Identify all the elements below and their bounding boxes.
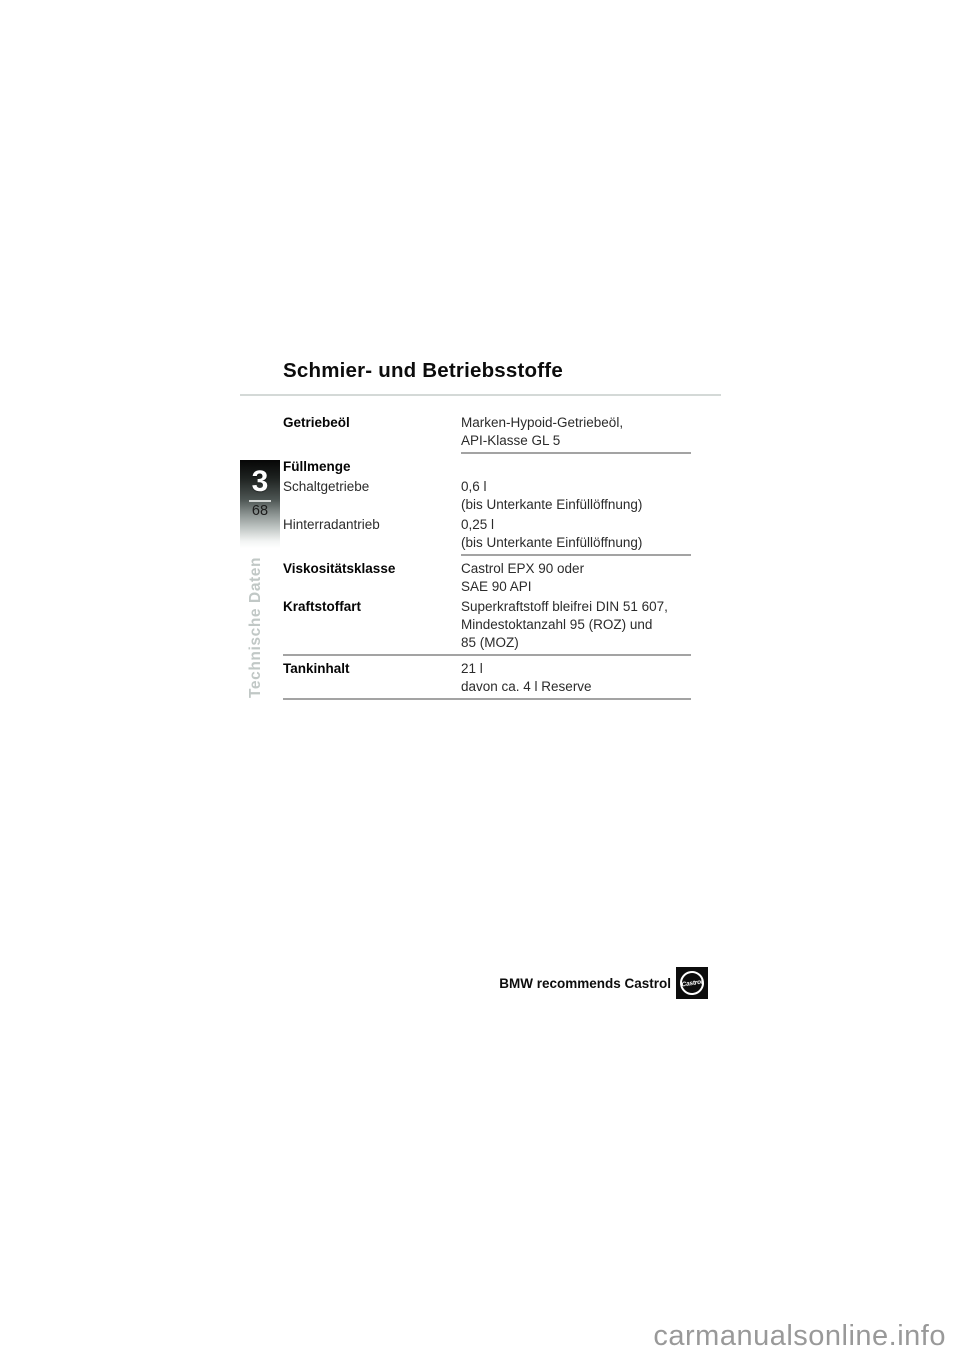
spec-value-line: Marken-Hypoid-Getriebeöl, [461, 415, 624, 430]
spec-value-line: (bis Unterkante Einfüllöffnung) [461, 497, 643, 512]
chapter-tab [240, 460, 280, 548]
spec-label: Schaltgetriebe [283, 479, 370, 494]
sidebar-section-label: Technische Daten [247, 556, 264, 698]
spec-value-line: 0,6 l [461, 479, 487, 494]
spec-label: Füllmenge [283, 459, 351, 474]
table-row [283, 598, 691, 652]
spec-value-line: SAE 90 API [461, 579, 532, 594]
chapter-tab-divider [249, 500, 271, 502]
watermark-text: carmanualsonline.info [653, 1320, 946, 1352]
table-row [283, 414, 691, 450]
spec-value-line: 21 l [461, 661, 483, 676]
spec-value-line: 0,25 l [461, 517, 495, 532]
castrol-logo-ring [678, 969, 705, 996]
page-title: Schmier- und Betriebsstoffe [283, 359, 563, 382]
spec-table [283, 414, 691, 704]
spec-value [461, 478, 642, 514]
table-separator [461, 452, 691, 454]
table-row [283, 560, 691, 596]
spec-value-line: 85 (MOZ) [461, 635, 519, 650]
spec-value [461, 560, 584, 596]
table-row [283, 660, 691, 696]
page-number: 68 [251, 503, 269, 519]
castrol-footer [430, 967, 708, 999]
table-separator [283, 654, 691, 656]
spec-value-line: (bis Unterkante Einfüllöffnung) [461, 535, 643, 550]
castrol-logo-word: Castrol [681, 978, 703, 988]
spec-value-line: API-Klasse GL 5 [461, 433, 561, 448]
spec-value [461, 598, 668, 652]
spec-label: Viskositätsklasse [283, 561, 396, 576]
castrol-logo-icon [676, 967, 708, 999]
spec-label: Hinterradantrieb [283, 517, 380, 532]
spec-value [461, 414, 623, 450]
spec-label: Tankinhalt [283, 661, 350, 676]
table-separator [461, 554, 691, 556]
header-divider [240, 394, 721, 396]
chapter-number: 3 [251, 465, 269, 498]
castrol-recommendation-text: BMW recommends Castrol [499, 975, 671, 991]
spec-value-line: Mindestoktanzahl 95 (ROZ) und [461, 617, 653, 632]
spec-label: Kraftstoffart [283, 599, 362, 614]
spec-label: Getriebeöl [283, 415, 350, 430]
table-row [283, 516, 691, 552]
spec-value [461, 516, 642, 552]
spec-value-line: Superkraftstoff bleifrei DIN 51 607, [461, 599, 668, 614]
table-row [283, 458, 691, 476]
spec-value [461, 660, 592, 696]
table-row [283, 478, 691, 514]
spec-value-line: davon ca. 4 l Reserve [461, 679, 592, 694]
spec-value-line: Castrol EPX 90 oder [461, 561, 585, 576]
table-separator [283, 698, 691, 700]
